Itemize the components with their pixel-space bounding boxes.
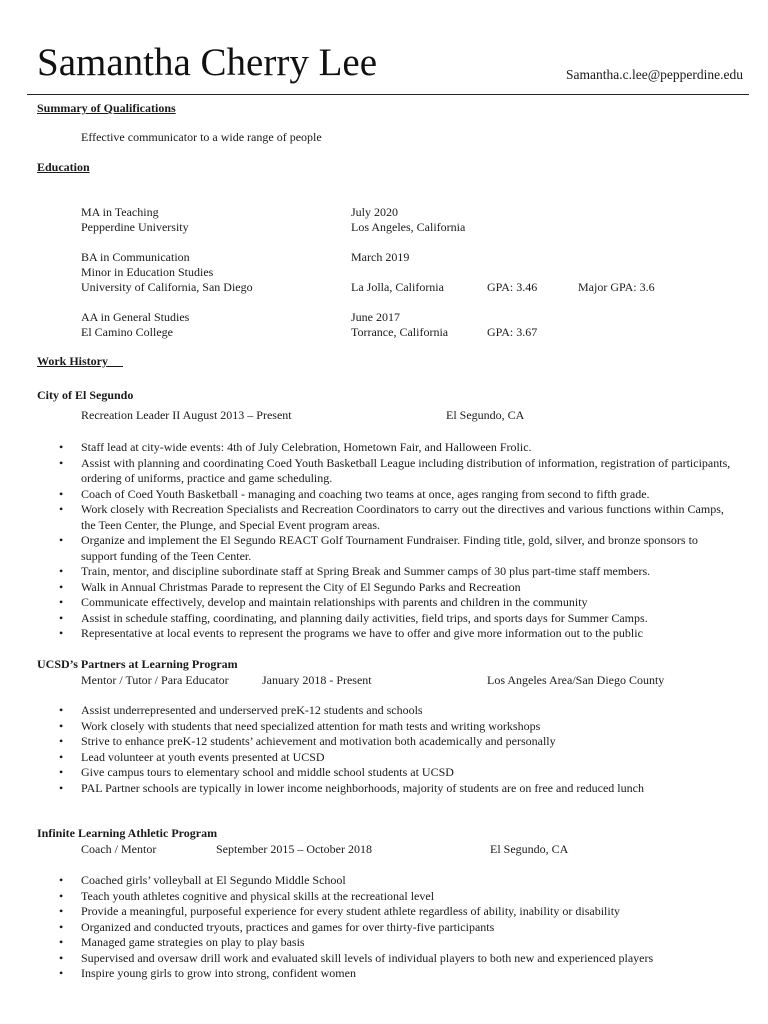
list-item: • Assist in schedule staffing, coordinating, and planning daily activities, field trips, and sports days for Summer Camps. <box>59 611 734 627</box>
work-history-heading: Work History <box>37 354 108 368</box>
job3-bullet-list <box>59 873 734 982</box>
aa-gpa: GPA: 3.67 <box>487 325 538 339</box>
list-item: • Coached girls’ volleyball at El Segundo Middle School <box>59 873 734 889</box>
list-item: • Organized and conducted tryouts, practices and games for over thirty-five participants <box>59 920 734 936</box>
job3-date: September 2015 – October 2018 <box>216 842 372 856</box>
list-item: • Assist with planning and coordinating Coed Youth Basketball League including distribution of information, registration of participants, ordering of uniforms, practice and game scheduling. <box>59 456 734 487</box>
aa-degree: AA in General Studies <box>81 310 190 324</box>
list-item: • Representative at local events to represent the programs we have to offer and give more information out to the public <box>59 626 734 642</box>
summary-heading: Summary of Qualifications <box>37 101 176 115</box>
ba-location: La Jolla, California <box>351 280 444 294</box>
list-item: • Train, mentor, and discipline subordinate staff at Spring Break and Summer camps of 30 plus part-time staff members. <box>59 564 734 580</box>
ba-date: March 2019 <box>351 250 410 264</box>
list-item: • PAL Partner schools are typically in lower income neighborhoods, majority of students are on free and reduced lunch <box>59 781 734 797</box>
education-heading: Education <box>37 160 90 174</box>
list-item: • Strive to enhance preK-12 students’ achievement and motivation both academically and personally <box>59 734 734 750</box>
list-item: • Supervised and oversaw drill work and evaluated skill levels of individual players to both new and experienced players <box>59 951 734 967</box>
email-address: Samantha.c.lee@pepperdine.edu <box>566 67 743 82</box>
job3-organization: Infinite Learning Athletic Program <box>37 826 218 840</box>
ma-school: Pepperdine University <box>81 220 189 234</box>
ba-gpa: GPA: 3.46 <box>487 280 538 294</box>
ma-degree: MA in Teaching <box>81 205 159 219</box>
ba-school: University of California, San Diego <box>81 280 253 294</box>
list-item: • Give campus tours to elementary school and middle school students at UCSD <box>59 765 734 781</box>
list-item: • Coach of Coed Youth Basketball - managing and coaching two teams at once, ages ranging from second to fifth grade. <box>59 487 734 503</box>
ba-degree: BA in Communication <box>81 250 190 264</box>
list-item: • Work closely with students that need specialized attention for math tests and writing workshops <box>59 719 734 735</box>
ma-date: July 2020 <box>351 205 399 219</box>
job2-organization: UCSD’s Partners at Learning Program <box>37 657 238 671</box>
list-item: • Walk in Annual Christmas Parade to represent the City of El Segundo Parks and Recreation <box>59 580 734 596</box>
list-item: • Inspire young girls to grow into strong, confident women <box>59 966 734 982</box>
job2-title: Mentor / Tutor / Para Educator <box>81 673 229 687</box>
summary-text: Effective communicator to a wide range of people <box>81 130 322 144</box>
ma-location: Los Angeles, California <box>351 220 466 234</box>
job1-organization: City of El Segundo <box>37 388 134 402</box>
job2-location: Los Angeles Area/San Diego County <box>487 673 665 687</box>
list-item: • Provide a meaningful, purposeful experience for every student athlete regardless of ability, inability or disability <box>59 904 734 920</box>
aa-school: El Camino College <box>81 325 173 339</box>
resume-name: Samantha Cherry Lee <box>37 41 378 84</box>
ba-major-gpa: Major GPA: 3.6 <box>578 280 655 294</box>
list-item: • Organize and implement the El Segundo REACT Golf Tournament Fundraiser. Finding title, gold, silver, and bronze sponsors to support funding of the Teen Center. <box>59 533 734 564</box>
ba-minor: Minor in Education Studies <box>81 265 214 279</box>
job3-location: El Segundo, CA <box>490 842 569 856</box>
header-divider <box>27 94 749 95</box>
list-item: • Teach youth athletes cognitive and physical skills at the recreational level <box>59 889 734 905</box>
list-item: • Assist underrepresented and underserved preK-12 students and schools <box>59 703 734 719</box>
list-item: • Communicate effectively, develop and maintain relationships with parents and children in the community <box>59 595 734 611</box>
job1-bullet-list <box>59 440 734 642</box>
list-item: • Work closely with Recreation Specialists and Recreation Coordinators to carry out the directives and various functions within Camps, the Teen Center, the Plunge, and Special Event program areas. <box>59 502 734 533</box>
list-item: • Lead volunteer at youth events presented at UCSD <box>59 750 734 766</box>
list-item: • Staff lead at city-wide events: 4th of July Celebration, Hometown Fair, and Halloween Frolic. <box>59 440 734 456</box>
list-item: • Managed game strategies on play to play basis <box>59 935 734 951</box>
job2-date: January 2018 - Present <box>262 673 372 687</box>
job3-title: Coach / Mentor <box>81 842 157 856</box>
job1-title: Recreation Leader II August 2013 – Present <box>81 408 292 422</box>
aa-location: Torrance, California <box>351 325 449 339</box>
job2-bullet-list <box>59 703 734 796</box>
aa-date: June 2017 <box>351 310 400 324</box>
job1-location: El Segundo, CA <box>446 408 525 422</box>
